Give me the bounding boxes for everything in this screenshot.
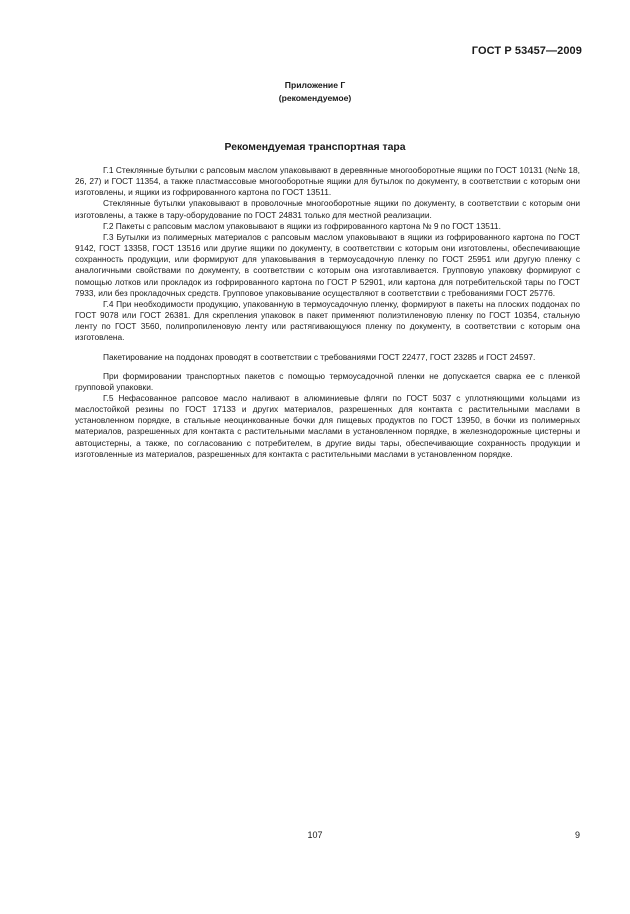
paragraph-g2: Г.2 Пакеты с рапсовым маслом упаковывают в ящики из гофрированного картона № 9 по ГОСТ 13511. (103, 220, 501, 231)
paragraph-g4: Г.4 При необходимости продукцию, упакованную в термоусадочную пленку, формируют в пакеты на плоских поддонах по ГОСТ 9078 или ГОСТ 26381. Для скрепления упаковок в пакет применяют полиэтиленовую пленку по ГОСТ 10354, стальную ленту по ГОСТ 3560, полипропиленовую ленту или растягивающуюся пленку по документу, в соответствии с которым она изготовлена. (75, 298, 580, 343)
paragraph-g4-shrink: При формировании транспортных пакетов с помощью термоусадочной пленки не допускается сварка ее с пленкой групповой упаковки. (75, 370, 580, 392)
section-title: Рекомендуемая транспортная тара (224, 142, 406, 153)
paragraph-g1: Г.1 Стеклянные бутылки с рапсовым маслом упаковывают в деревянные многооборотные ящики по ГОСТ 10131 (№№ 18, 26, 27) и ГОСТ 11354, а также пластмассовые многооборотные ящики для бутылок по документу, в соответствии с которым они изготовлены, и ящики из гофрированного картона по ГОСТ 13511. (75, 165, 580, 198)
body-text (75, 165, 580, 460)
document-code: ГОСТ Р 53457—2009 (471, 45, 582, 57)
paragraph-g5: Г.5 Нефасованное рапсовое масло наливают в алюминиевые фляги по ГОСТ 5037 с уплотняющими кольцами из маслостойкой резины по ГОСТ 17133 и других материалов, разрешенных для контакта с растительными маслами в установленном порядке, в стальные неоцинкованные бочки для пищевых продуктов по ГОСТ 13950, в бочки из полимерных материалов, разрешенных для контакта с растительными маслами в установленном порядке, в железнодорожные цистерны и автоцистерны, а также, по согласованию с потребителем, в другие виды тары, обеспечивающие сохранность продукции и изготовленные из материалов, разрешенных для контакта с растительными маслами в установленном порядке. (75, 392, 580, 459)
paragraph-g1-bottles: Стеклянные бутылки упаковывают в проволочные многооборотные ящики по документу, в соответствии с которым они изготовлены, а также в тару-оборудование по ГОСТ 24831 только для местной реализации. (75, 198, 580, 220)
annex-heading (0, 79, 630, 104)
paragraph-g4-pallets: Пакетирование на поддонах проводят в соответствии с требованиями ГОСТ 22477, ГОСТ 23285 и ГОСТ 24597. (103, 351, 536, 362)
annex-title: Приложение Г (284, 80, 346, 90)
page-number-right: 9 (574, 830, 580, 840)
page-number-center: 107 (307, 830, 323, 840)
annex-status: (рекомендуемое) (278, 92, 352, 103)
paragraph-g3: Г.3 Бутылки из полимерных материалов с рапсовым маслом упаковывают в ящики из гофрированного картона по ГОСТ 9142, ГОСТ 13358, ГОСТ 13516 или другие ящики по документу, в соответствии с которым они изготовлены, обеспечивающие сохранность продукции, или формируют для упаковывания в термоусадочную пленку по ГОСТ 25951 или другую пленку с аналогичными свойствами по документу, в соответствии с которым она изготавливается. Групповую упаковку формируют с помощью лотков или прокладок из гофрированного картона по ГОСТ Р 52901, или картона для потребительской тары по ГОСТ 7933, или без прокладочных средств. Групповое упаковывание осуществляют в соответствии с требованиями ГОСТ 25776. (75, 231, 580, 298)
